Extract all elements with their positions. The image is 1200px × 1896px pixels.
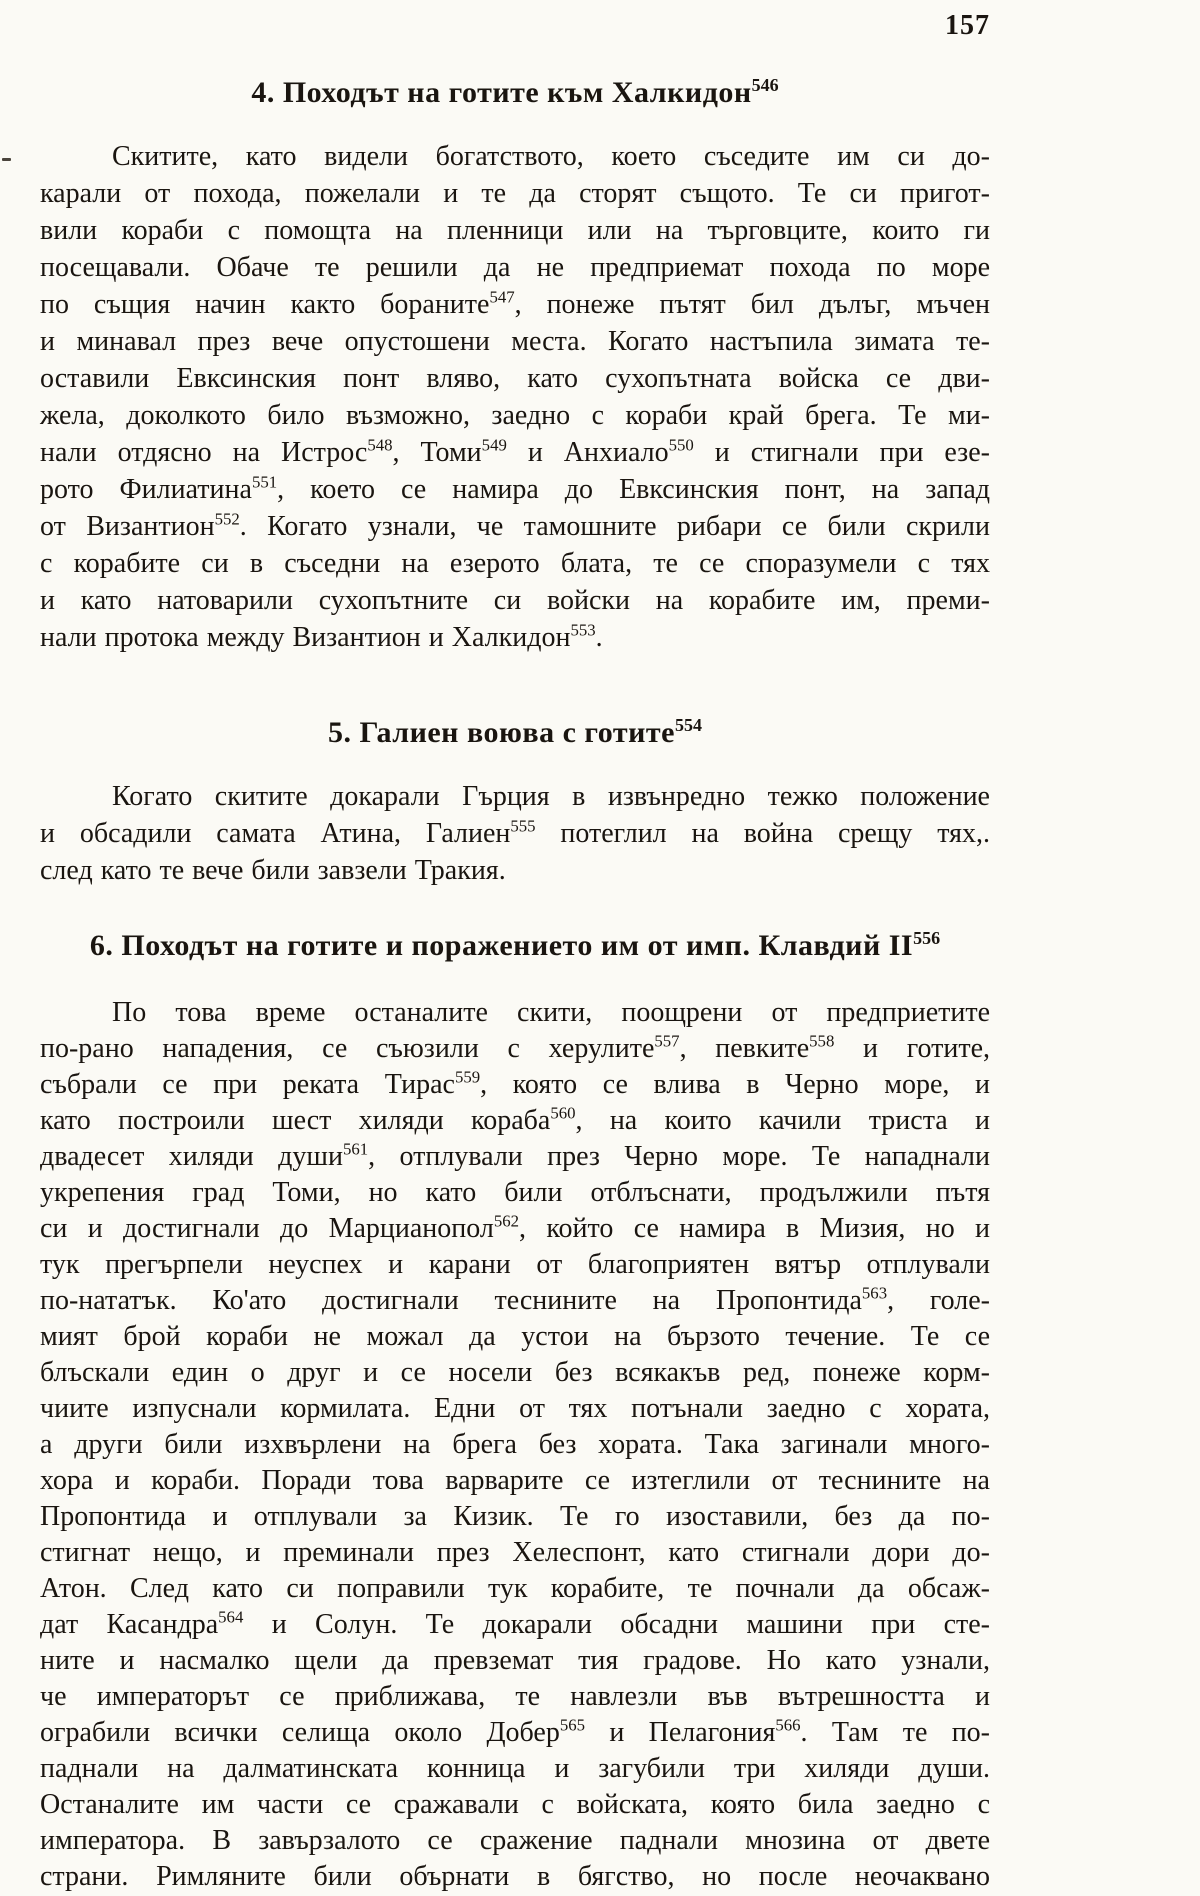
text-line: и като натоварили сухопътните си войски на корабите им, преми- <box>40 585 990 616</box>
text-line: след като те вече били завзели Тракия. <box>40 855 506 886</box>
text-line: По това време останалите скити, поощрени от предприетите <box>112 997 990 1028</box>
text-line: нали отдясно на Истрос$^{548}$, Томи$^{549}$ и Анхиало$^{550}$ и стигнали при езе- <box>40 435 990 468</box>
text-line: посещавали. Обаче те решили да не предприемат похода по море <box>40 252 990 283</box>
text-line: като построили шест хиляди кораба$^{560}$, на които качили триста и <box>40 1103 990 1136</box>
text-line: хора и кораби. Поради това варварите се изтеглили от теснините на <box>40 1465 990 1496</box>
text-line: си и достигнали до Марцианопол$^{562}$, който се намира в Мизия, но и <box>40 1211 990 1244</box>
text-line: стигнат нещо, и преминали през Хелеспонт, като стигнали дори до- <box>40 1537 990 1568</box>
text-line: паднали на далматинската конница и загубили три хиляди души. <box>40 1753 990 1784</box>
text-line: ните и насмалко щели да превземат тия градове. Но като узнали, <box>40 1645 990 1676</box>
text-line: оставили Евксинския понт вляво, като сухопътната войска се дви- <box>40 363 990 394</box>
text-line: събрали се при реката Тирас$^{559}$, която се влива в Черно море, и <box>40 1067 991 1100</box>
text-line: че императорът се приближава, те навлезли във вътрешността и <box>40 1681 990 1712</box>
text-line: по-рано нападения, се съюзили с херулите$^{557}$, певките$^{558}$ и готите, <box>40 1031 991 1064</box>
text-line: жела, доколкото било възможно, заедно с кораби край брега. Те ми- <box>40 400 990 431</box>
page-content <box>40 0 990 1895</box>
text-line: мият брой кораби не можал да устои на бързото течение. Те се <box>40 1321 990 1352</box>
scan-artifact-mark <box>2 158 11 161</box>
text-line: чиите изпуснали кормилата. Едни от тях потънали заедно с хората, <box>40 1393 990 1424</box>
text-line: по същия начин както бораните$^{547}$, понеже пътят бил дълъг, мъчен <box>40 287 990 320</box>
text-line: и обсадили самата Атина, Галиен$^{555}$ потеглил на война срещу тях,. <box>40 816 990 849</box>
section-5-paragraph <box>40 778 990 889</box>
text-line: рото Филиатина$^{551}$, което се намира до Евксинския понт, на запад <box>40 472 990 505</box>
section-heading-6: 6. Походът на готите и поражението им от имп. Клавдий II$^{556}$ <box>89 928 941 962</box>
text-line: тук прегърпели неуспех и карани от благоприятен вятър отплували <box>40 1249 990 1280</box>
text-line: от Византион$^{552}$. Когато узнали, че тамошните рибари се били скрили <box>40 509 990 542</box>
text-line: ограбили всички селища около Добер$^{565}$ и Пелагония$^{566}$. Там те по- <box>40 1715 990 1748</box>
page-number: 157 <box>945 10 990 41</box>
text-line: двадесет хиляди души$^{561}$, отплували през Черно море. Те нападнали <box>40 1139 990 1172</box>
text-line: Скитите, като видели богатството, което съседите им си до- <box>112 141 990 172</box>
section-heading-5: 5. Галиен воюва с готите$^{554}$ <box>328 715 702 749</box>
text-line: Останалите им части се сражавали с войската, която била заедно с <box>40 1789 990 1820</box>
text-line: и минавал през вече опустошени места. Когато настъпила зимата те- <box>40 326 990 357</box>
text-line: карали от похода, пожелали и те да сторят същото. Те си пригот- <box>40 178 990 209</box>
text-line: нали протока между Византион и Халкидон$^{553}$. <box>40 620 603 653</box>
text-line: а други били изхвърлени на брега без хората. Така загинали много- <box>40 1429 990 1460</box>
text-line: Когато скитите докарали Гърция в извънредно тежко положение <box>112 781 990 812</box>
text-line: по-нататък. Ко'ато достигнали теснините на Пропонтида$^{563}$, голе- <box>40 1283 990 1316</box>
text-line: блъскали един о друг и се носели без всякакъв ред, понеже корм- <box>40 1357 990 1388</box>
text-line: Пропонтида и отплували за Кизик. Те го изоставили, без да по- <box>40 1501 990 1532</box>
section-6-paragraph <box>40 995 990 1895</box>
text-line: дат Касандра$^{564}$ и Солун. Те докарали обсадни машини при сте- <box>40 1607 990 1640</box>
text-line: Атон. След като си поправили тук корабите, те почнали да обсаж- <box>40 1573 990 1604</box>
text-line: страни. Римляните били обърнати в бягство, но после неочаквано <box>40 1861 990 1892</box>
text-line: укрепения град Томи, но като били отблъснати, продължили пътя <box>40 1177 990 1208</box>
text-line: вили кораби с помощта на пленници или на търговците, които ги <box>40 215 990 246</box>
text-line: с корабите си в съседни на езерото блата, те се споразумели с тях <box>40 548 990 579</box>
text-line: императора. В завързалото се сражение паднали мнозина от двете <box>40 1825 990 1856</box>
section-4-paragraph <box>40 138 990 656</box>
section-heading-4: 4. Походът на готите към Халкидон$^{546}$ <box>251 75 779 109</box>
